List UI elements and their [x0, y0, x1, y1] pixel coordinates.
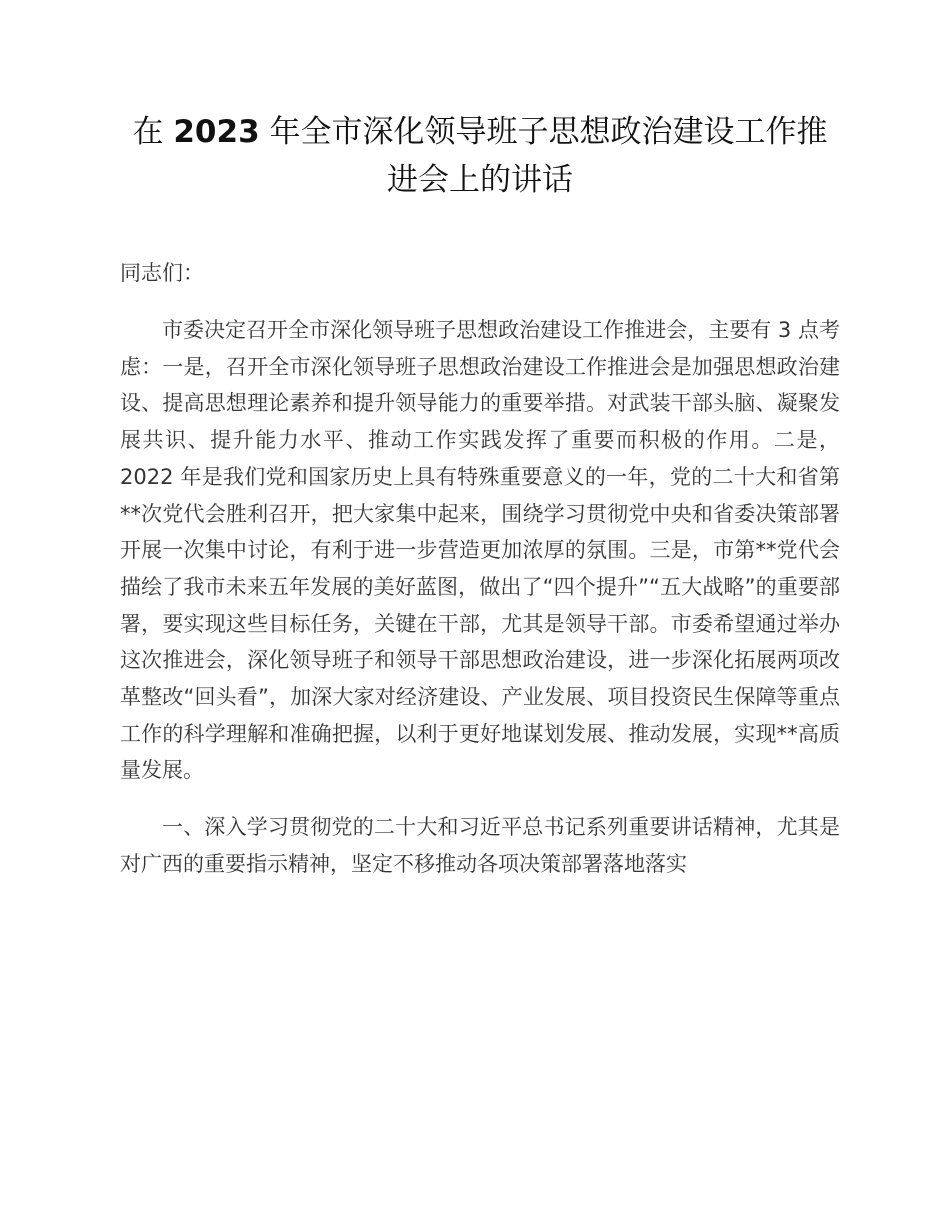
title-year: 2023 [173, 114, 260, 150]
title-prefix: 在 [132, 114, 174, 150]
title-rest: 年全市深化领导班子思想政治建设工作推进会上的讲话 [259, 114, 828, 198]
document-body [120, 254, 840, 903]
salutation: 同志们： [120, 261, 204, 285]
paragraph-section-one-heading: 一、深入学习贯彻党的二十大和习近平总书记系列重要讲话精神，尤其是对广西的重要指示精神，坚定不移推动各项决策部署落地落实 [120, 815, 840, 876]
document-title [120, 108, 840, 204]
paragraph-intro: 市委决定召开全市深化领导班子思想政治建设工作推进会，主要有 3 点考虑：一是，召开全市深化领导班子思想政治建设工作推进会是加强思想政治建设、提高思想理论素养和提升领导能力的重要举措。对武装干部头脑、凝聚发展共识、提升能力水平、推动工作实践发挥了重要而积极的作用。二是，2022 年是我们党和国家历史上具有特殊重要意义的一年，党的二十大和省第**次党代会胜利召开，把大家集中起来，围绕学习贯彻党中央和省委决策部署开展一次集中讨论，有利于进一步营造更加浓厚的氛围。三是，市第**党代会描绘了我市未来五年发展的美好蓝图，做出了“四个提升”“五大战略”的重要部署，要实现这些目标任务，关键在干部，尤其是领导干部。市委希望通过举办这次推进会，深化领导班子和领导干部思想政治建设，进一步深化拓展两项改革整改“回头看”，加深大家对经济建设、产业发展、项目投资民生保障等重点工作的科学理解和准确把握，以利于更好地谋划发展、推动发展，实现**高质量发展。 [120, 318, 840, 783]
